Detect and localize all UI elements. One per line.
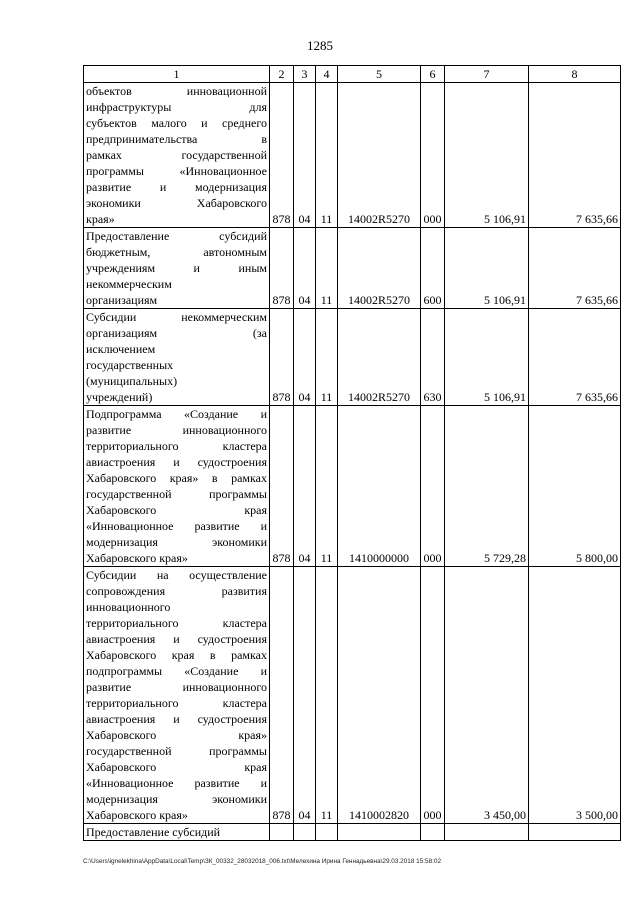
- description-line: Субсидии на осуществление: [86, 568, 267, 582]
- description-line: территориального кластера: [86, 616, 267, 630]
- section-code-cell: 04: [294, 83, 316, 228]
- description-line: организациям: [86, 293, 158, 307]
- chapter-code-cell: 878: [270, 83, 294, 228]
- description-line: «Инновационное развитие и: [86, 519, 267, 533]
- chapter-code-cell: 878: [270, 309, 294, 406]
- description-line: авиастроения и судостроения: [86, 455, 267, 469]
- target-article-cell: 1410002820: [338, 567, 421, 824]
- amount-year1-cell: 5 106,91: [445, 228, 529, 309]
- description-line: учреждений): [86, 390, 153, 404]
- description-line: предпринимательства в: [86, 132, 267, 146]
- expense-type-cell: 000: [421, 567, 445, 824]
- column-number: 4: [316, 66, 338, 83]
- table-row: [84, 406, 621, 567]
- chapter-code-cell: 878: [270, 567, 294, 824]
- description-line: развитие инновационного: [86, 680, 267, 694]
- table-row: [84, 824, 621, 841]
- target-article-cell: [338, 824, 421, 841]
- description-line: государственных: [86, 358, 174, 372]
- description-line: Хабаровского края» в рамках: [86, 471, 267, 485]
- expense-type-cell: 630: [421, 309, 445, 406]
- subsection-code-cell: [316, 824, 338, 841]
- description-line: сопровождения развития: [86, 584, 267, 598]
- chapter-code-cell: 878: [270, 228, 294, 309]
- amount-year1-cell: 5 106,91: [445, 83, 529, 228]
- description-line: территориального кластера: [86, 439, 267, 453]
- description-line: Субсидии некоммерческим: [86, 310, 267, 324]
- column-number: 5: [338, 66, 421, 83]
- table-row: [84, 228, 621, 309]
- budget-table: [83, 65, 621, 841]
- description-line: Хабаровского края»: [86, 551, 188, 565]
- section-code-cell: 04: [294, 228, 316, 309]
- description-cell: [84, 309, 270, 406]
- description-line: развитие и модернизация: [86, 180, 267, 194]
- column-numbers-row: [84, 66, 621, 83]
- description-line: субъектов малого и среднего: [86, 116, 267, 130]
- chapter-code-cell: 878: [270, 406, 294, 567]
- description-line: инновационного: [86, 600, 171, 614]
- description-line: учреждениям и иным: [86, 261, 267, 275]
- amount-year2-cell: 7 635,66: [529, 228, 621, 309]
- expense-type-cell: 600: [421, 228, 445, 309]
- file-path-footer: C:\Users\ignelekhina\AppData\Local\Temp\ЗК_00332_28032018_006.txt\Мелехина Ирина Геннадьевна\29.03.2018 15:58:02: [83, 858, 442, 865]
- section-code-cell: 04: [294, 309, 316, 406]
- description-cell: [84, 406, 270, 567]
- description-line: Хабаровского края»: [86, 728, 267, 742]
- amount-year2-cell: 7 635,66: [529, 309, 621, 406]
- description-line: рамках государственной: [86, 148, 267, 162]
- subsection-code-cell: 11: [316, 228, 338, 309]
- amount-year2-cell: [529, 824, 621, 841]
- column-number: 8: [529, 66, 621, 83]
- description-line: некоммерческим: [86, 277, 172, 291]
- chapter-code-cell: [270, 824, 294, 841]
- description-line: Хабаровского края: [86, 760, 267, 774]
- column-number: 7: [445, 66, 529, 83]
- column-number: 2: [270, 66, 294, 83]
- description-line: экономики Хабаровского: [86, 196, 267, 210]
- description-cell: [84, 83, 270, 228]
- description-line: развитие инновационного: [86, 423, 267, 437]
- description-line: авиастроения и судостроения: [86, 632, 267, 646]
- subsection-code-cell: 11: [316, 83, 338, 228]
- description-line: Предоставление субсидий: [86, 229, 267, 243]
- description-cell: [84, 824, 270, 841]
- target-article-cell: 14002R5270: [338, 228, 421, 309]
- table-row: [84, 567, 621, 824]
- description-line: Хабаровского края: [86, 503, 267, 517]
- amount-year1-cell: 5 729,28: [445, 406, 529, 567]
- description-cell: [84, 228, 270, 309]
- description-line: программы «Инновационное: [86, 164, 267, 178]
- description-line: Предоставление субсидий: [86, 825, 221, 839]
- description-cell: [84, 567, 270, 824]
- expense-type-cell: [421, 824, 445, 841]
- description-line: Хабаровского края в рамках: [86, 648, 267, 662]
- amount-year2-cell: 7 635,66: [529, 83, 621, 228]
- description-line: модернизация экономики: [86, 535, 267, 549]
- description-line: Подпрограмма «Создание и: [86, 407, 267, 421]
- subsection-code-cell: 11: [316, 567, 338, 824]
- column-number: 6: [421, 66, 445, 83]
- description-line: территориального кластера: [86, 696, 267, 710]
- description-line: объектов инновационной: [86, 84, 267, 98]
- description-line: инфраструктуры для: [86, 100, 267, 114]
- description-line: государственной программы: [86, 744, 267, 758]
- column-number: 1: [84, 66, 270, 83]
- column-number: 3: [294, 66, 316, 83]
- description-line: (муниципальных): [86, 374, 178, 388]
- section-code-cell: 04: [294, 567, 316, 824]
- description-line: подпрограммы «Создание и: [86, 664, 267, 678]
- page-number: 1285: [307, 38, 333, 53]
- description-line: модернизация экономики: [86, 792, 267, 806]
- target-article-cell: 14002R5270: [338, 83, 421, 228]
- amount-year2-cell: 3 500,00: [529, 567, 621, 824]
- amount-year1-cell: [445, 824, 529, 841]
- subsection-code-cell: 11: [316, 309, 338, 406]
- amount-year1-cell: 3 450,00: [445, 567, 529, 824]
- target-article-cell: 14002R5270: [338, 309, 421, 406]
- description-line: бюджетным, автономным: [86, 245, 267, 259]
- amount-year2-cell: 5 800,00: [529, 406, 621, 567]
- description-line: организациям (за: [86, 326, 267, 340]
- description-line: Хабаровского края»: [86, 808, 188, 822]
- table-row: [84, 83, 621, 228]
- description-line: государственной программы: [86, 487, 267, 501]
- target-article-cell: 1410000000: [338, 406, 421, 567]
- description-line: авиастроения и судостроения: [86, 712, 267, 726]
- description-line: «Инновационное развитие и: [86, 776, 267, 790]
- amount-year1-cell: 5 106,91: [445, 309, 529, 406]
- expense-type-cell: 000: [421, 406, 445, 567]
- section-code-cell: [294, 824, 316, 841]
- section-code-cell: 04: [294, 406, 316, 567]
- description-line: края»: [86, 212, 115, 226]
- subsection-code-cell: 11: [316, 406, 338, 567]
- description-line: исключением: [86, 342, 156, 356]
- table-row: [84, 309, 621, 406]
- expense-type-cell: 000: [421, 83, 445, 228]
